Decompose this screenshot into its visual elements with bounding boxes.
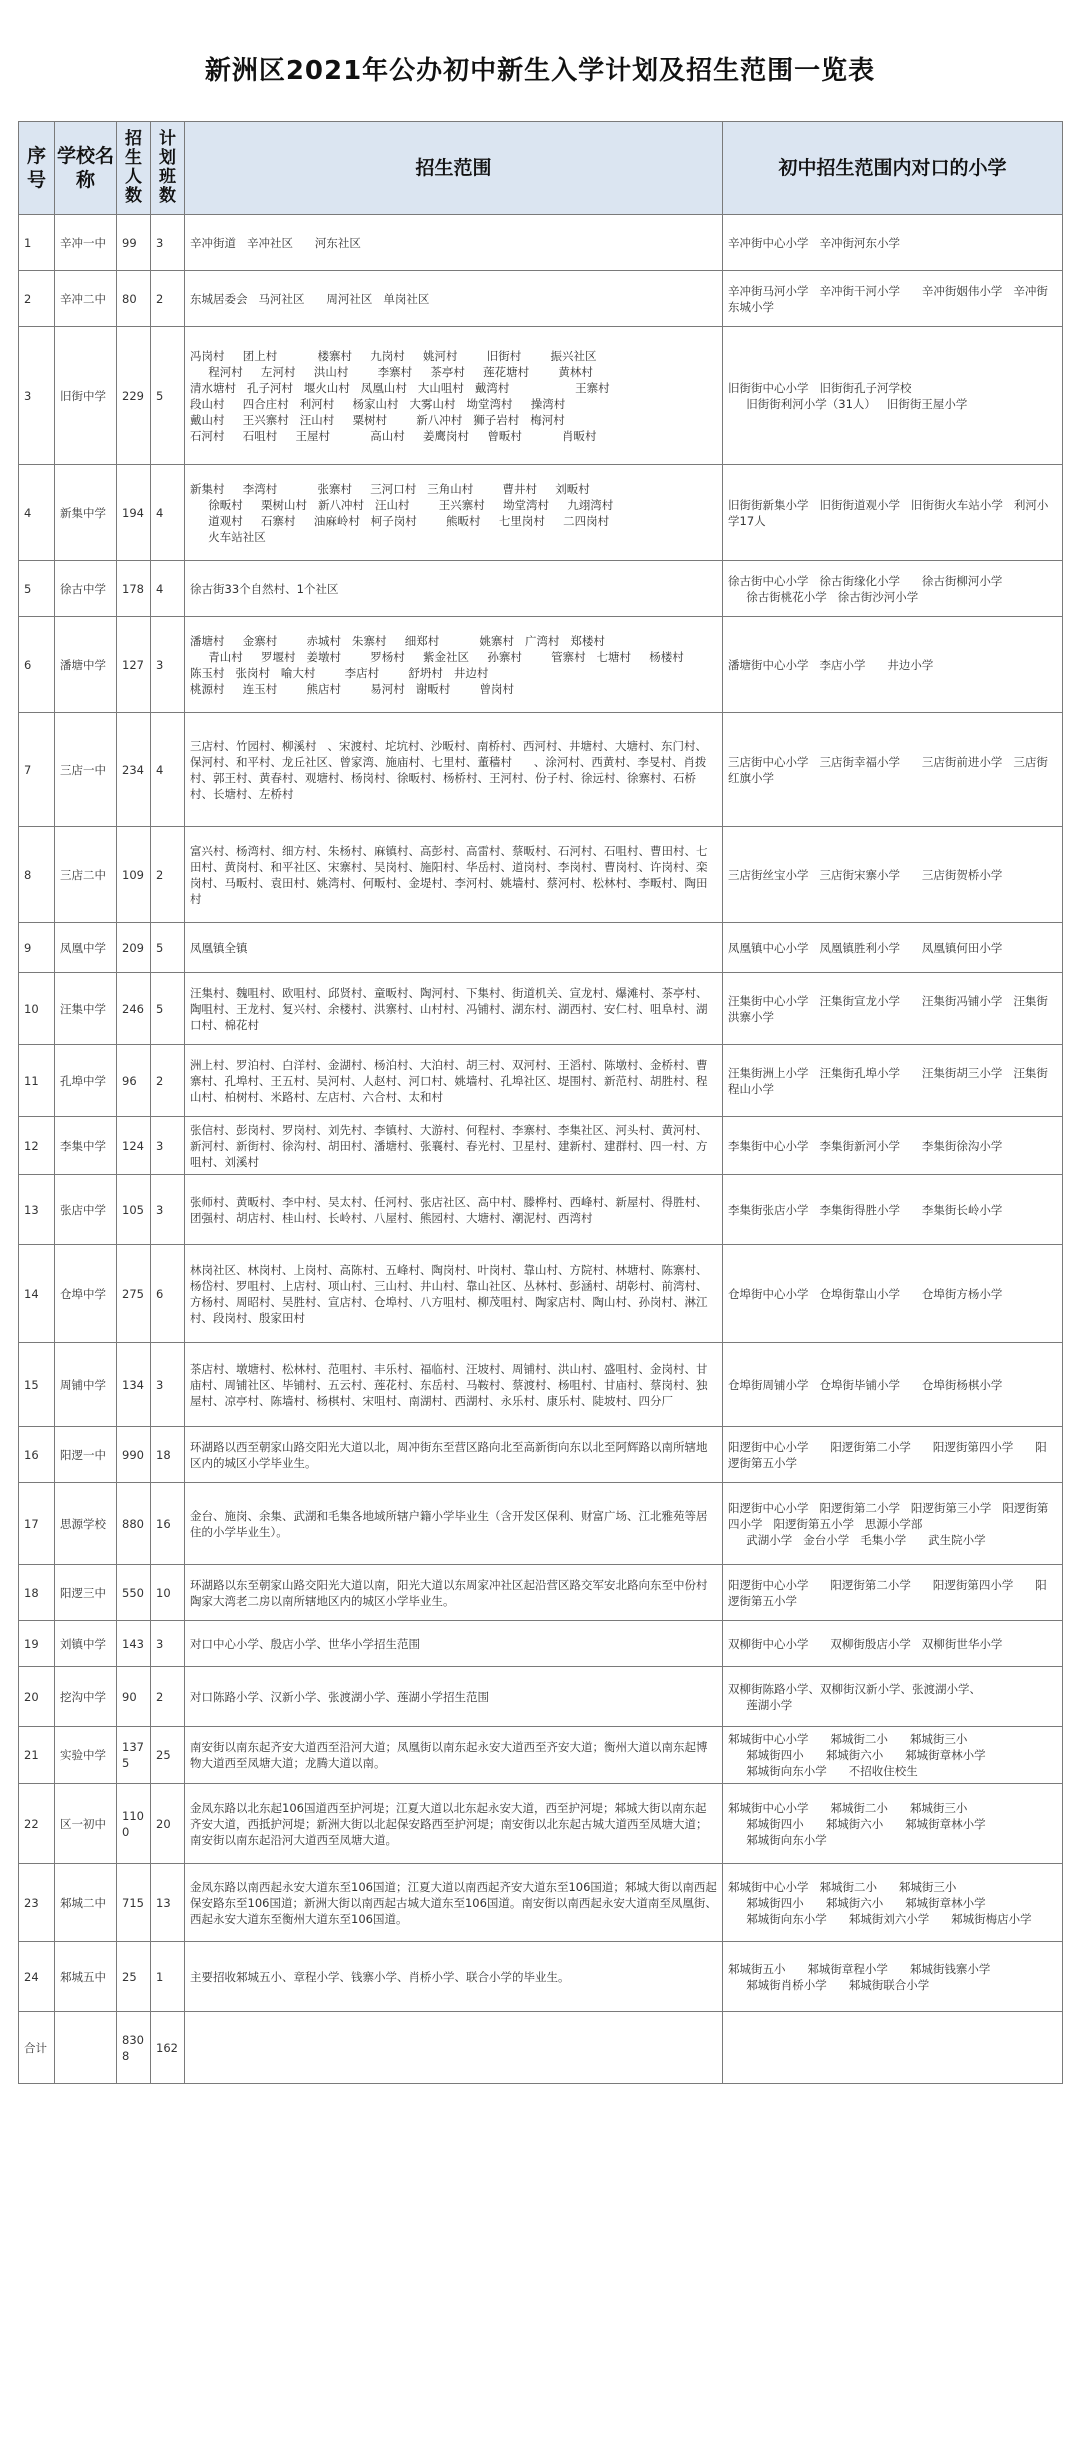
table-row xyxy=(19,1343,1063,1427)
enroll-count: 1375 xyxy=(117,1727,151,1784)
class-count: 6 xyxy=(151,1245,185,1343)
class-count: 10 xyxy=(151,1565,185,1621)
row-index: 7 xyxy=(19,713,55,827)
class-count: 3 xyxy=(151,1621,185,1667)
feeder-primary-schools: 邾城街五小 邾城街章程小学 邾城街钱寨小学 邾城街肖桥小学 邾城街联合小学 xyxy=(723,1942,1063,2012)
feeder-primary-schools: 凤凰镇中心小学 凤凰镇胜利小学 凤凰镇何田小学 xyxy=(723,923,1063,973)
enrollment-range: 富兴村、杨湾村、细方村、朱杨村、麻镇村、高彭村、高雷村、蔡畈村、石河村、石咀村、曹田村、七田村、黄岗村、和平社区、宋寨村、吴岗村、施阳村、华岳村、道岗村、李岗村、曹岗村、许岗村、栾岗村、马畈村、袁田村、姚湾村、何畈村、金堤村、李河村、姚墙村、蔡河村、松林村、李畈村、陶田村 xyxy=(185,827,723,923)
enrollment-range: 东城居委会 马河社区 周河社区 单岗社区 xyxy=(185,271,723,327)
row-index: 11 xyxy=(19,1045,55,1117)
enroll-count: 143 xyxy=(117,1621,151,1667)
school-name: 辛冲二中 xyxy=(55,271,117,327)
feeder-primary-schools: 邾城街中心小学 邾城街二小 邾城街三小 邾城街四小 邾城街六小 邾城街章林小学 邾城街向东小学 不招收住校生 xyxy=(723,1727,1063,1784)
total-count: 8308 xyxy=(117,2012,151,2084)
enroll-count: 90 xyxy=(117,1667,151,1727)
enroll-count: 178 xyxy=(117,561,151,617)
school-name: 潘塘中学 xyxy=(55,617,117,713)
enrollment-range: 新集村 李湾村 张寨村 三河口村 三角山村 曹井村 刘畈村 徐畈村 栗树山村 新八冲村 汪山村 王兴寨村 坳堂湾村 九翊湾村 道观村 石寨村 油麻岭村 柯子岗村 熊畈村 七里岗村 二四岗村 火车站社区 xyxy=(185,465,723,561)
enrollment-range: 徐古街33个自然村、1个社区 xyxy=(185,561,723,617)
class-count: 4 xyxy=(151,561,185,617)
class-count: 3 xyxy=(151,1343,185,1427)
table-row xyxy=(19,827,1063,923)
class-count: 5 xyxy=(151,923,185,973)
row-index: 24 xyxy=(19,1942,55,2012)
enrollment-range: 金台、施岗、余集、武湖和毛集各地域所辖户籍小学毕业生（含开发区保利、财富广场、江北雅苑等居住的小学毕业生）。 xyxy=(185,1483,723,1565)
enrollment-range: 洲上村、罗泊村、白洋村、金湖村、杨泊村、大泊村、胡三村、双河村、王滔村、陈墩村、金桥村、曹寨村、孔埠村、王五村、吴河村、人赵村、河口村、姚墙村、孔埠社区、堤围村、新范村、胡胜村、程山村、柏树村、米路村、左店村、六合村、太和村 xyxy=(185,1045,723,1117)
enrollment-range: 对口中心小学、殷店小学、世华小学招生范围 xyxy=(185,1621,723,1667)
school-name: 三店二中 xyxy=(55,827,117,923)
row-index: 14 xyxy=(19,1245,55,1343)
enrollment-range: 张师村、黄畈村、李中村、吴太村、任河村、张店社区、高中村、滕桦村、西峰村、新屋村、得胜村、团强村、胡店村、桂山村、长岭村、八屋村、熊园村、大塘村、潮泥村、西湾村 xyxy=(185,1175,723,1245)
enroll-count: 124 xyxy=(117,1117,151,1175)
table-row xyxy=(19,271,1063,327)
table-row xyxy=(19,1667,1063,1727)
enroll-count: 1100 xyxy=(117,1784,151,1864)
enroll-count: 134 xyxy=(117,1343,151,1427)
table-row xyxy=(19,1245,1063,1343)
feeder-primary-schools: 徐古街中心小学 徐古街缘化小学 徐古街柳河小学 徐古街桃花小学 徐古街沙河小学 xyxy=(723,561,1063,617)
feeder-primary-schools: 邾城街中心小学 邾城街二小 邾城街三小 邾城街四小 邾城街六小 邾城街章林小学 邾城街向东小学 xyxy=(723,1784,1063,1864)
enrollment-range: 凤凰镇全镇 xyxy=(185,923,723,973)
table-row xyxy=(19,1621,1063,1667)
class-count: 3 xyxy=(151,617,185,713)
header-name: 学校名称 xyxy=(55,122,117,215)
row-index: 15 xyxy=(19,1343,55,1427)
enroll-count: 194 xyxy=(117,465,151,561)
row-index: 13 xyxy=(19,1175,55,1245)
enrollment-range: 金凤东路以南西起永安大道东至106国道；江夏大道以南西起齐安大道东至106国道；邾城大街以南西起保安路东至106国道；新洲大街以南西起古城大道东至106国道。南安街以南西起永安大道南至凤凰街、西起永安大道东至衡州大道东至106国道。 xyxy=(185,1864,723,1942)
school-name: 新集中学 xyxy=(55,465,117,561)
total-classes: 162 xyxy=(151,2012,185,2084)
class-count: 20 xyxy=(151,1784,185,1864)
enrollment-range: 张信村、彭岗村、罗岗村、刘先村、李镇村、大游村、何程村、李寨村、李集社区、河头村、黄河村、新河村、新街村、徐沟村、胡田村、潘塘村、张襄村、春光村、卫星村、建新村、建群村、四一村、方咀村、刘溪村 xyxy=(185,1117,723,1175)
feeder-primary-schools: 旧街街新集小学 旧街街道观小学 旧街街火车站小学 利河小学17人 xyxy=(723,465,1063,561)
class-count: 5 xyxy=(151,327,185,465)
school-name: 区一初中 xyxy=(55,1784,117,1864)
feeder-primary-schools: 三店街丝宝小学 三店街宋寨小学 三店街贺桥小学 xyxy=(723,827,1063,923)
row-index: 18 xyxy=(19,1565,55,1621)
class-count: 3 xyxy=(151,215,185,271)
enroll-count: 25 xyxy=(117,1942,151,2012)
enrollment-range: 林岗社区、林岗村、上岗村、高陈村、五峰村、陶岗村、叶岗村、靠山村、方院村、林塘村、陈寨村、杨岱村、罗咀村、上店村、项山村、三山村、井山村、靠山社区、丛林村、彭涵村、胡彰村、前湾村、方杨村、周昭村、吴胜村、宣店村、仓埠村、八方咀村、柳茂咀村、陶家店村、陶山村、孙岗村、淋江村、段岗村、殷家田村 xyxy=(185,1245,723,1343)
row-index: 5 xyxy=(19,561,55,617)
table-row xyxy=(19,1727,1063,1784)
feeder-primary-schools: 仓埠街周铺小学 仓埠街毕铺小学 仓埠街杨棋小学 xyxy=(723,1343,1063,1427)
school-name: 李集中学 xyxy=(55,1117,117,1175)
class-count: 4 xyxy=(151,713,185,827)
school-name: 阳逻一中 xyxy=(55,1427,117,1483)
enroll-count: 127 xyxy=(117,617,151,713)
table-row xyxy=(19,1045,1063,1117)
row-index: 23 xyxy=(19,1864,55,1942)
enrollment-range: 环湖路以西至朝家山路交阳光大道以北，周冲街东至营区路向北至高新街向东以北至阿辉路以南所辖地区内的城区小学毕业生。 xyxy=(185,1427,723,1483)
feeder-primary-schools: 双柳街陈路小学、双柳街汉新小学、张渡湖小学、 莲湖小学 xyxy=(723,1667,1063,1727)
class-count: 2 xyxy=(151,827,185,923)
row-index: 16 xyxy=(19,1427,55,1483)
table-row xyxy=(19,973,1063,1045)
feeder-primary-schools: 汪集街中心小学 汪集街宣龙小学 汪集街冯铺小学 汪集街洪寨小学 xyxy=(723,973,1063,1045)
feeder-primary-schools: 李集街张店小学 李集街得胜小学 李集街长岭小学 xyxy=(723,1175,1063,1245)
enrollment-range: 茶店村、墩塘村、松林村、范咀村、丰乐村、福临村、汪坡村、周铺村、洪山村、盛咀村、金岗村、甘庙村、周铺社区、毕铺村、五云村、莲花村、东岳村、马鞍村、蔡渡村、杨咀村、甘庙村、蔡岗村、独屋村、凉亭村、陈墙村、杨棋村、宋咀村、南湖村、西湖村、永乐村、康乐村、陡坡村、四分厂 xyxy=(185,1343,723,1427)
page-title: 新洲区2021年公办初中新生入学计划及招生范围一览表 xyxy=(204,56,876,86)
table-row xyxy=(19,327,1063,465)
enrollment-table xyxy=(18,121,1063,2084)
school-name: 张店中学 xyxy=(55,1175,117,1245)
school-name: 辛冲一中 xyxy=(55,215,117,271)
class-count: 2 xyxy=(151,271,185,327)
school-name: 孔埠中学 xyxy=(55,1045,117,1117)
header-primary: 初中招生范围内对口的小学 xyxy=(723,122,1063,215)
school-name: 徐古中学 xyxy=(55,561,117,617)
row-index: 3 xyxy=(19,327,55,465)
enrollment-range: 南安街以南东起齐安大道西至沿河大道；凤凰街以南东起永安大道西至齐安大道；衡州大道以南东起博物大道西至凤塘大道；龙腾大道以南。 xyxy=(185,1727,723,1784)
feeder-primary-schools: 潘塘街中心小学 李店小学 井边小学 xyxy=(723,617,1063,713)
feeder-primary-schools: 李集街中心小学 李集街新河小学 李集街徐沟小学 xyxy=(723,1117,1063,1175)
enroll-count: 99 xyxy=(117,215,151,271)
class-count: 1 xyxy=(151,1942,185,2012)
enrollment-range: 潘塘村 金寨村 赤城村 朱寨村 细郑村 姚寨村 广湾村 郑楼村 青山村 罗堰村 姜墩村 罗杨村 紫金社区 孙寨村 管寨村 七塘村 杨楼村 陈玉村 张岗村 喻大村 李店村 舒坍村 井边村 桃源村 连玉村 熊店村 易河村 谢畈村 曾岗村 xyxy=(185,617,723,713)
enroll-count: 275 xyxy=(117,1245,151,1343)
header-count: 招生人数 xyxy=(117,122,151,215)
table-row xyxy=(19,1784,1063,1864)
enroll-count: 550 xyxy=(117,1565,151,1621)
enrollment-range: 汪集村、魏咀村、欧咀村、邱贤村、童畈村、陶河村、下集村、街道机关、宣龙村、爆滩村、茶亭村、陶咀村、王龙村、复兴村、余楼村、洪寨村、山村村、冯铺村、湖东村、湖西村、安仁村、咀阜村、湖口村、棉花村 xyxy=(185,973,723,1045)
enroll-count: 109 xyxy=(117,827,151,923)
row-index: 2 xyxy=(19,271,55,327)
school-name: 思源学校 xyxy=(55,1483,117,1565)
enroll-count: 209 xyxy=(117,923,151,973)
enrollment-range: 主要招收邾城五小、章程小学、钱寨小学、肖桥小学、联合小学的毕业生。 xyxy=(185,1942,723,2012)
feeder-primary-schools: 阳逻街中心小学 阳逻街第二小学 阳逻街第三小学 阳逻街第四小学 阳逻街第五小学 思源小学部 武湖小学 金台小学 毛集小学 武生院小学 xyxy=(723,1483,1063,1565)
row-index: 17 xyxy=(19,1483,55,1565)
table-row xyxy=(19,1427,1063,1483)
header-idx: 序号 xyxy=(19,122,55,215)
table-row xyxy=(19,1942,1063,2012)
feeder-primary-schools: 辛冲街中心小学 辛冲街河东小学 xyxy=(723,215,1063,271)
table-row xyxy=(19,1175,1063,1245)
class-count: 16 xyxy=(151,1483,185,1565)
feeder-primary-schools: 阳逻街中心小学 阳逻街第二小学 阳逻街第四小学 阳逻街第五小学 xyxy=(723,1565,1063,1621)
feeder-primary-schools: 仓埠街中心小学 仓埠街靠山小学 仓埠街方杨小学 xyxy=(723,1245,1063,1343)
header-classes: 计划班数 xyxy=(151,122,185,215)
feeder-primary-schools: 邾城街中心小学 邾城街二小 邾城街三小 邾城街四小 邾城街六小 邾城街章林小学 邾城街向东小学 邾城街刘六小学 邾城街梅店小学 xyxy=(723,1864,1063,1942)
enroll-count: 715 xyxy=(117,1864,151,1942)
class-count: 13 xyxy=(151,1864,185,1942)
feeder-primary-schools: 阳逻街中心小学 阳逻街第二小学 阳逻街第四小学 阳逻街第五小学 xyxy=(723,1427,1063,1483)
class-count: 4 xyxy=(151,465,185,561)
enroll-count: 229 xyxy=(117,327,151,465)
row-index: 4 xyxy=(19,465,55,561)
table-row xyxy=(19,923,1063,973)
school-name: 仓埠中学 xyxy=(55,1245,117,1343)
enrollment-range: 辛冲街道 辛冲社区 河东社区 xyxy=(185,215,723,271)
class-count: 18 xyxy=(151,1427,185,1483)
enroll-count: 80 xyxy=(117,271,151,327)
table-row xyxy=(19,1565,1063,1621)
class-count: 3 xyxy=(151,1117,185,1175)
row-index: 9 xyxy=(19,923,55,973)
school-name: 凤凰中学 xyxy=(55,923,117,973)
enroll-count: 105 xyxy=(117,1175,151,1245)
enrollment-range: 环湖路以东至朝家山路交阳光大道以南，阳光大道以东周家冲社区起沿营区路交军安北路向东至中份村陶家大湾老二房以南所辖地区内的城区小学毕业生。 xyxy=(185,1565,723,1621)
school-name: 旧街中学 xyxy=(55,327,117,465)
row-index: 6 xyxy=(19,617,55,713)
row-index: 10 xyxy=(19,973,55,1045)
row-index: 12 xyxy=(19,1117,55,1175)
total-row xyxy=(19,2012,1063,2084)
school-name: 周铺中学 xyxy=(55,1343,117,1427)
total-empty xyxy=(55,2012,117,2084)
table-row xyxy=(19,1483,1063,1565)
enroll-count: 246 xyxy=(117,973,151,1045)
table-row xyxy=(19,215,1063,271)
school-name: 邾城五中 xyxy=(55,1942,117,2012)
row-index: 19 xyxy=(19,1621,55,1667)
school-name: 实验中学 xyxy=(55,1727,117,1784)
school-name: 刘镇中学 xyxy=(55,1621,117,1667)
enroll-count: 990 xyxy=(117,1427,151,1483)
table-row xyxy=(19,713,1063,827)
class-count: 5 xyxy=(151,973,185,1045)
row-index: 1 xyxy=(19,215,55,271)
table-row xyxy=(19,1864,1063,1942)
class-count: 25 xyxy=(151,1727,185,1784)
feeder-primary-schools: 双柳街中心小学 双柳街殷店小学 双柳街世华小学 xyxy=(723,1621,1063,1667)
row-index: 22 xyxy=(19,1784,55,1864)
enrollment-range: 冯岗村 团上村 楼寨村 九岗村 姚河村 旧街村 振兴社区 程河村 左河村 洪山村 李寨村 茶亭村 莲花塘村 黄林村 清水塘村 孔子河村 堰火山村 凤凰山村 大山咀村 戴湾村 王寨村 段山村 四合庄村 利河村 杨家山村 大雾山村 坳堂湾村 操湾村 戴山村 王兴寨村 汪山村 粟树村 新八冲村 狮子岩村 梅河村 石河村 石咀村 王屋村 高山村 姜鹰岗村 曾畈村 肖畈村 xyxy=(185,327,723,465)
enroll-count: 880 xyxy=(117,1483,151,1565)
total-empty xyxy=(185,2012,723,2084)
table-row xyxy=(19,1117,1063,1175)
school-name: 邾城二中 xyxy=(55,1864,117,1942)
feeder-primary-schools: 旧街街中心小学 旧街街孔子河学校 旧街街利河小学（31人） 旧街街王屋小学 xyxy=(723,327,1063,465)
feeder-primary-schools: 三店街中心小学 三店街幸福小学 三店街前进小学 三店街红旗小学 xyxy=(723,713,1063,827)
table-row xyxy=(19,561,1063,617)
class-count: 2 xyxy=(151,1667,185,1727)
enrollment-range: 金凤东路以北东起106国道西至护河堤；江夏大道以北东起永安大道，西至护河堤；邾城大街以南东起齐安大道，西抵护河堤；新洲大街以北起保安路西至护河堤；南安街以北东起古城大道西至凤塘大道；南安街以南东起沿河大道西至凤塘大道。 xyxy=(185,1784,723,1864)
feeder-primary-schools: 汪集街洲上小学 汪集街孔埠小学 汪集街胡三小学 汪集街程山小学 xyxy=(723,1045,1063,1117)
school-name: 汪集中学 xyxy=(55,973,117,1045)
table-row xyxy=(19,617,1063,713)
enroll-count: 234 xyxy=(117,713,151,827)
school-name: 挖沟中学 xyxy=(55,1667,117,1727)
school-name: 三店一中 xyxy=(55,713,117,827)
enrollment-range: 对口陈路小学、汉新小学、张渡湖小学、莲湖小学招生范围 xyxy=(185,1667,723,1727)
feeder-primary-schools: 辛冲街马河小学 辛冲街干河小学 辛冲街姻伟小学 辛冲街东城小学 xyxy=(723,271,1063,327)
header-row xyxy=(19,122,1063,215)
row-index: 20 xyxy=(19,1667,55,1727)
enrollment-range: 三店村、竹园村、柳溪村 、宋渡村、坨坑村、沙畈村、南桥村、西河村、井塘村、大塘村、东门村、保河村、和平村、龙丘社区、曾家湾、施庙村、七里村、董穑村 、涂河村、西黄村、李旻村、肖拨村、郭王村、黄春村、观塘村、杨岗村、徐畈村、杨桥村、王河村、份子村、徐远村、徐寨村、石桥村、长塘村、左桥村 xyxy=(185,713,723,827)
row-index: 21 xyxy=(19,1727,55,1784)
school-name: 阳逻三中 xyxy=(55,1565,117,1621)
class-count: 2 xyxy=(151,1045,185,1117)
enroll-count: 96 xyxy=(117,1045,151,1117)
total-empty xyxy=(723,2012,1063,2084)
header-range: 招生范围 xyxy=(185,122,723,215)
table-row xyxy=(19,465,1063,561)
row-index: 8 xyxy=(19,827,55,923)
total-label: 合计 xyxy=(19,2012,55,2084)
class-count: 3 xyxy=(151,1175,185,1245)
